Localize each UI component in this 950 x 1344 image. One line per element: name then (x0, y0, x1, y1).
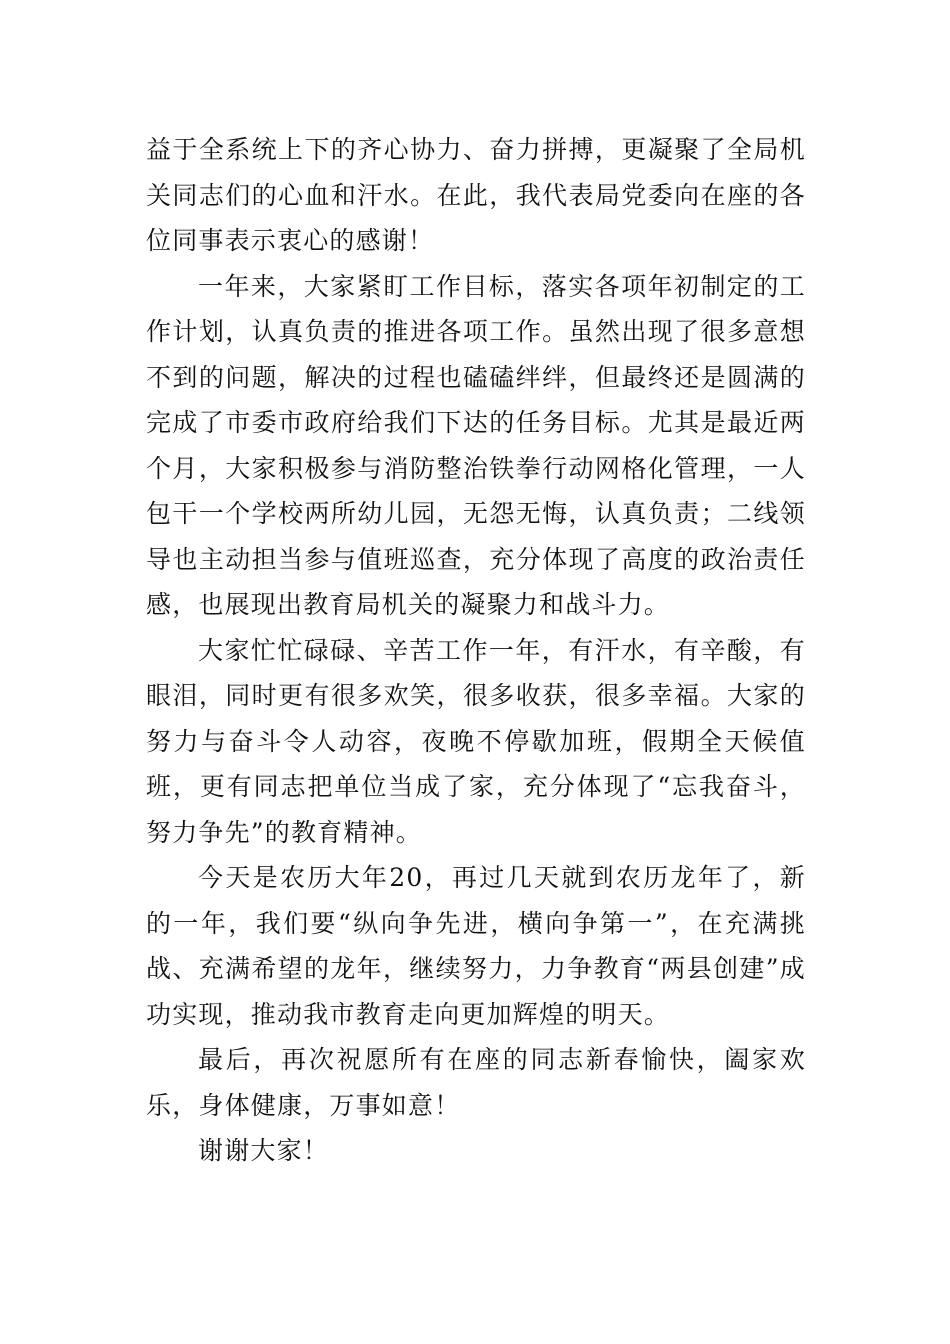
paragraph-wishes: 最后，再次祝愿所有在座的同志新春愉快，阖家欢乐，身体健康，万事如意！ (146, 1045, 806, 1120)
paragraph-thanks-continuation: 益于全系统上下的齐心协力、奋力拼搏，更凝聚了全局机关同志们的心血和汗水。在此，我代表局党委向在座的各位同事表示衷心的感谢！ (146, 135, 806, 255)
paragraph-new-year-goals: 今天是农历大年20，再过几天就到农历龙年了，新的一年，我们要“纵向争先进，横向争第一”，在充满挑战、充满希望的龙年，继续努力，力争教育“两县创建”成功实现，推动我市教育走向更加辉煌的明天。 (146, 863, 806, 1029)
paragraph-closing: 谢谢大家！ (198, 1136, 330, 1165)
paragraph-hard-work: 大家忙忙碌碌、辛苦工作一年，有汗水，有辛酸，有眼泪，同时更有很多欢笑，很多收获，很多幸福。大家的努力与奋斗令人动容，夜晚不停歇加班，假期全天候值班，更有同志把单位当成了家，充分体现了“忘我奋斗，努力争先”的教育精神。 (146, 635, 806, 847)
speech-body (146, 127, 806, 1174)
paragraph-year-review: 一年来，大家紧盯工作目标，落实各项年初制定的工作计划，认真负责的推进各项工作。虽然出现了很多意想不到的问题，解决的过程也磕磕绊绊，但最终还是圆满的完成了市委市政府给我们下达的任务目标。尤其是最近两个月，大家积极参与消防整治铁拳行动网格化管理，一人包干一个学校两所幼儿园，无怨无悔，认真负责；二线领导也主动担当参与值班巡查，充分体现了高度的政治责任感，也展现出教育局机关的凝聚力和战斗力。 (146, 271, 806, 619)
